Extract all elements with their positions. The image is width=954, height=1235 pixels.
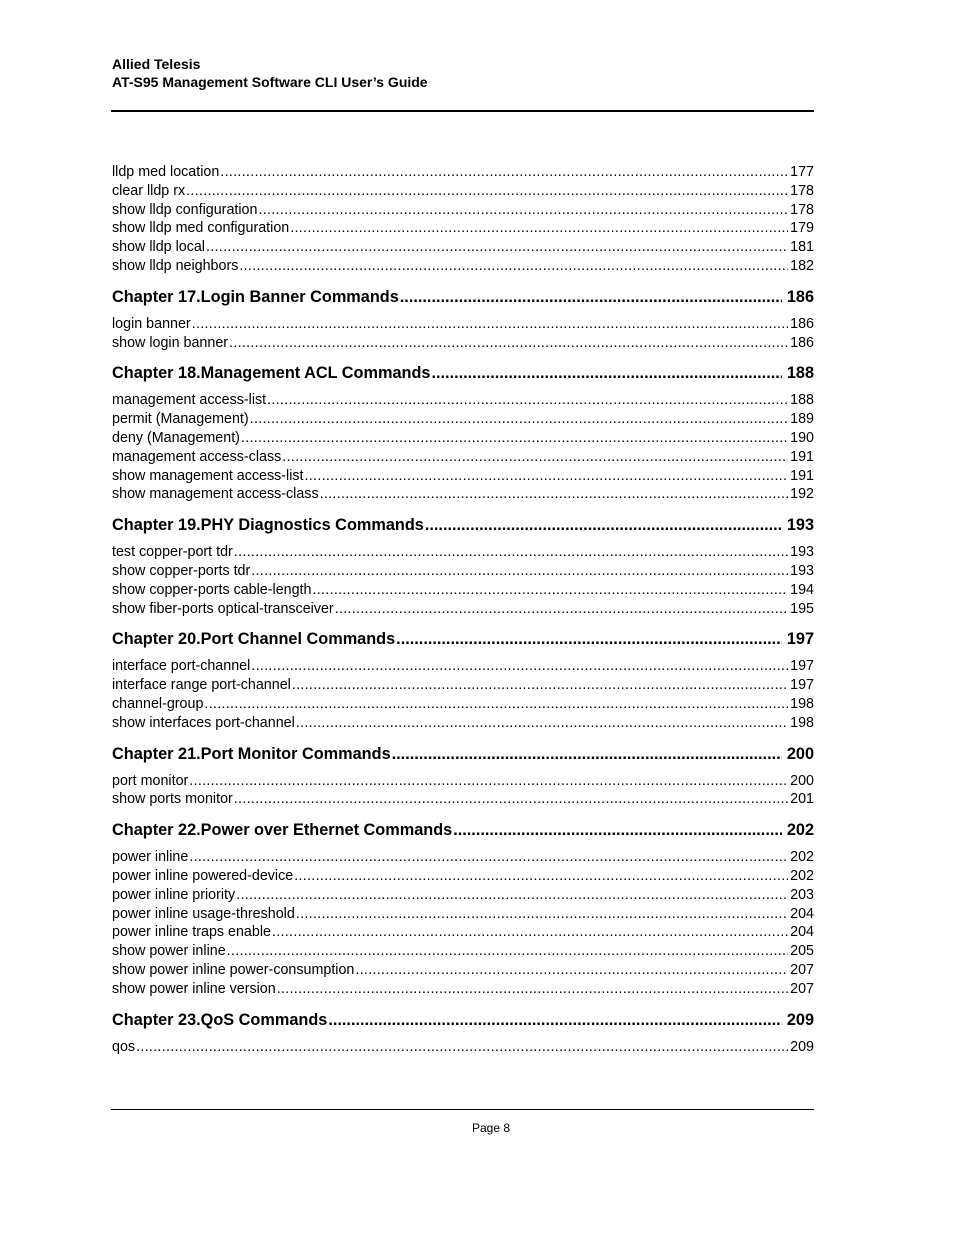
toc-entry-title: power inline traps enable [112,924,271,941]
dot-leader [204,695,788,714]
toc-entry[interactable] [112,600,814,619]
toc-page-number: 197 [790,658,814,675]
toc-entry[interactable] [112,581,814,600]
toc-page-number: 207 [790,980,814,997]
toc-entry-title: permit (Management) [112,411,249,428]
toc-page-number: 179 [790,220,814,237]
toc-page-number: 202 [790,867,814,884]
toc-entry[interactable] [112,923,814,942]
toc-page-number: 192 [790,486,814,503]
toc-page-number: 193 [786,516,814,535]
toc-page-number: 195 [790,600,814,617]
toc-page-number: 186 [790,334,814,351]
toc-entry[interactable] [112,714,814,733]
dot-leader [220,163,788,182]
toc-chapter-heading[interactable] [112,363,814,383]
dot-leader [272,923,788,942]
dot-leader [312,581,788,600]
toc-entry[interactable] [112,886,814,905]
toc-page-number: 203 [790,886,814,903]
dot-leader [400,287,782,307]
dot-leader [227,942,788,961]
toc-page-number: 200 [786,744,814,763]
toc-entry-title: show lldp med configuration [112,220,290,237]
toc-entry-title: show copper-ports cable-length [112,581,312,598]
toc-entry[interactable] [112,238,814,257]
toc-entry-title: show lldp neighbors [112,257,239,274]
toc-page-number: 197 [786,630,814,649]
toc-entry-title: qos [112,1038,136,1055]
dot-leader [290,219,788,238]
toc-entry-title: show copper-ports tdr [112,562,251,579]
toc-entry-title: power inline powered-device [112,867,294,884]
toc-entry-title: show ports monitor [112,791,233,808]
toc-entry-title: show management access-class [112,486,319,503]
toc-entry[interactable] [112,905,814,924]
toc-chapter-heading[interactable] [112,629,814,649]
toc-page-number: 198 [790,695,814,712]
toc-entry-title: power inline usage-threshold [112,905,295,922]
toc-page-number: 178 [790,182,814,199]
toc-entry-title: show lldp local [112,239,205,256]
document-title: AT-S95 Management Software CLI User’s Guide [112,74,428,90]
toc-page-number: 202 [790,849,814,866]
toc-entry-title: channel-group [112,695,204,712]
toc-entry[interactable] [112,410,814,429]
toc-chapter-heading[interactable] [112,744,814,764]
dot-leader [392,744,782,764]
toc-chapter-heading[interactable] [112,1010,814,1030]
toc-entry-title: port monitor [112,772,189,789]
toc-entry[interactable] [112,201,814,220]
dot-leader [239,257,788,276]
dot-leader [431,363,781,383]
toc-entry[interactable] [112,790,814,809]
dot-leader [335,600,788,619]
toc-page-number: 197 [790,677,814,694]
toc-page-number: 190 [790,429,814,446]
toc-entry[interactable] [112,562,814,581]
toc-entry-title: Chapter 18.Management ACL Commands [112,364,431,383]
toc-entry[interactable] [112,257,814,276]
toc-entry[interactable] [112,467,814,486]
toc-entry-title: deny (Management) [112,429,240,446]
header-divider [111,110,814,112]
toc-entry-title: test copper-port tdr [112,544,233,561]
toc-entry-title: show fiber-ports optical-transceiver [112,600,334,617]
toc-entry[interactable] [112,448,814,467]
toc-page-number: 194 [790,581,814,598]
toc-entry[interactable] [112,182,814,201]
toc-entry[interactable] [112,219,814,238]
toc-page-number: 204 [790,924,814,941]
toc-entry-title: Chapter 22.Power over Ethernet Commands [112,821,453,840]
toc-entry[interactable] [112,848,814,867]
toc-chapter-heading[interactable] [112,287,814,307]
toc-entry[interactable] [112,676,814,695]
toc-entry[interactable] [112,772,814,791]
toc-chapter-heading[interactable] [112,820,814,840]
toc-entry[interactable] [112,391,814,410]
toc-entry-title: lldp med location [112,164,220,180]
toc-page-number: 189 [790,411,814,428]
toc-page-number: 209 [790,1038,814,1055]
toc-entry-title: show power inline power-consumption [112,961,355,978]
toc-page-number: 178 [790,201,814,218]
dot-leader [328,1010,782,1030]
dot-leader [320,485,789,504]
toc-entry-title: management access-list [112,392,267,409]
toc-entry[interactable] [112,867,814,886]
toc-entry-title: Chapter 19.PHY Diagnostics Commands [112,516,424,535]
company-name: Allied Telesis [112,56,201,72]
toc-entry-title: power inline [112,849,189,866]
toc-entry[interactable] [112,429,814,448]
toc-entry-title: show interfaces port-channel [112,714,295,731]
dot-leader [236,886,788,905]
toc-entry[interactable] [112,657,814,676]
dot-leader [192,315,788,334]
toc-entry-title: Chapter 23.QoS Commands [112,1010,328,1029]
table-of-contents [112,163,814,1056]
dot-leader [251,562,788,581]
toc-entry[interactable] [112,163,814,182]
dot-leader [258,201,788,220]
toc-chapter-heading[interactable] [112,515,814,535]
toc-page-number: 207 [790,961,814,978]
dot-leader [396,629,782,649]
toc-entry-title: Chapter 17.Login Banner Commands [112,287,399,306]
toc-entry[interactable] [112,961,814,980]
toc-entry[interactable] [112,485,814,504]
toc-entry-title: show power inline version [112,980,276,997]
dot-leader [355,961,788,980]
toc-entry-title: power inline priority [112,886,236,903]
dot-leader [305,467,789,486]
dot-leader [453,820,782,840]
toc-page-number: 193 [790,562,814,579]
footer-divider [111,1109,814,1110]
toc-entry-title: interface port-channel [112,658,251,675]
toc-entry-title: login banner [112,315,191,332]
toc-page-number: 191 [790,467,814,484]
toc-entry[interactable] [112,942,814,961]
toc-page-number: 186 [790,315,814,332]
toc-page-number: 188 [790,392,814,409]
dot-leader [282,448,788,467]
toc-entry[interactable] [112,334,814,353]
dot-leader [234,790,788,809]
toc-page-number: 181 [790,239,814,256]
dot-leader [267,391,788,410]
dot-leader [234,543,788,562]
toc-entry[interactable] [112,315,814,334]
toc-entry-title: Chapter 20.Port Channel Commands [112,630,396,649]
dot-leader [294,867,788,886]
dot-leader [296,905,788,924]
toc-entry[interactable] [112,543,814,562]
toc-entry[interactable] [112,1038,814,1057]
toc-page-number: 191 [790,448,814,465]
dot-leader [189,848,788,867]
dot-leader [251,657,788,676]
toc-entry-title: interface range port-channel [112,677,291,694]
dot-leader [250,410,788,429]
toc-entry-title: show power inline [112,943,226,960]
dot-leader [296,714,788,733]
dot-leader [292,676,788,695]
toc-entry-title: clear lldp rx [112,182,186,199]
toc-entry[interactable] [112,980,814,999]
toc-page-number: 182 [790,257,814,274]
dot-leader [186,182,788,201]
toc-entry[interactable] [112,695,814,714]
toc-entry-title: show lldp configuration [112,201,258,218]
page-header [112,55,428,91]
dot-leader [277,980,788,999]
dot-leader [189,772,788,791]
toc-page-number: 200 [790,772,814,789]
toc-page-number: 204 [790,905,814,922]
toc-page-number: 193 [790,544,814,561]
dot-leader [206,238,788,257]
toc-entry-title: management access-class [112,448,282,465]
toc-page-number: 188 [786,364,814,383]
toc-page-number: 177 [790,164,814,180]
toc-page-number: 202 [786,821,814,840]
toc-entry-title: show management access-list [112,467,304,484]
toc-page-number: 205 [790,943,814,960]
dot-leader [425,515,782,535]
page-number: Page 8 [471,1121,511,1135]
toc-entry-title: show login banner [112,334,229,351]
dot-leader [136,1038,788,1057]
toc-page-number: 201 [790,791,814,808]
toc-page-number: 209 [786,1010,814,1029]
dot-leader [241,429,788,448]
dot-leader [229,334,788,353]
toc-page-number: 198 [790,714,814,731]
toc-page-number: 186 [786,287,814,306]
toc-entry-title: Chapter 21.Port Monitor Commands [112,744,391,763]
